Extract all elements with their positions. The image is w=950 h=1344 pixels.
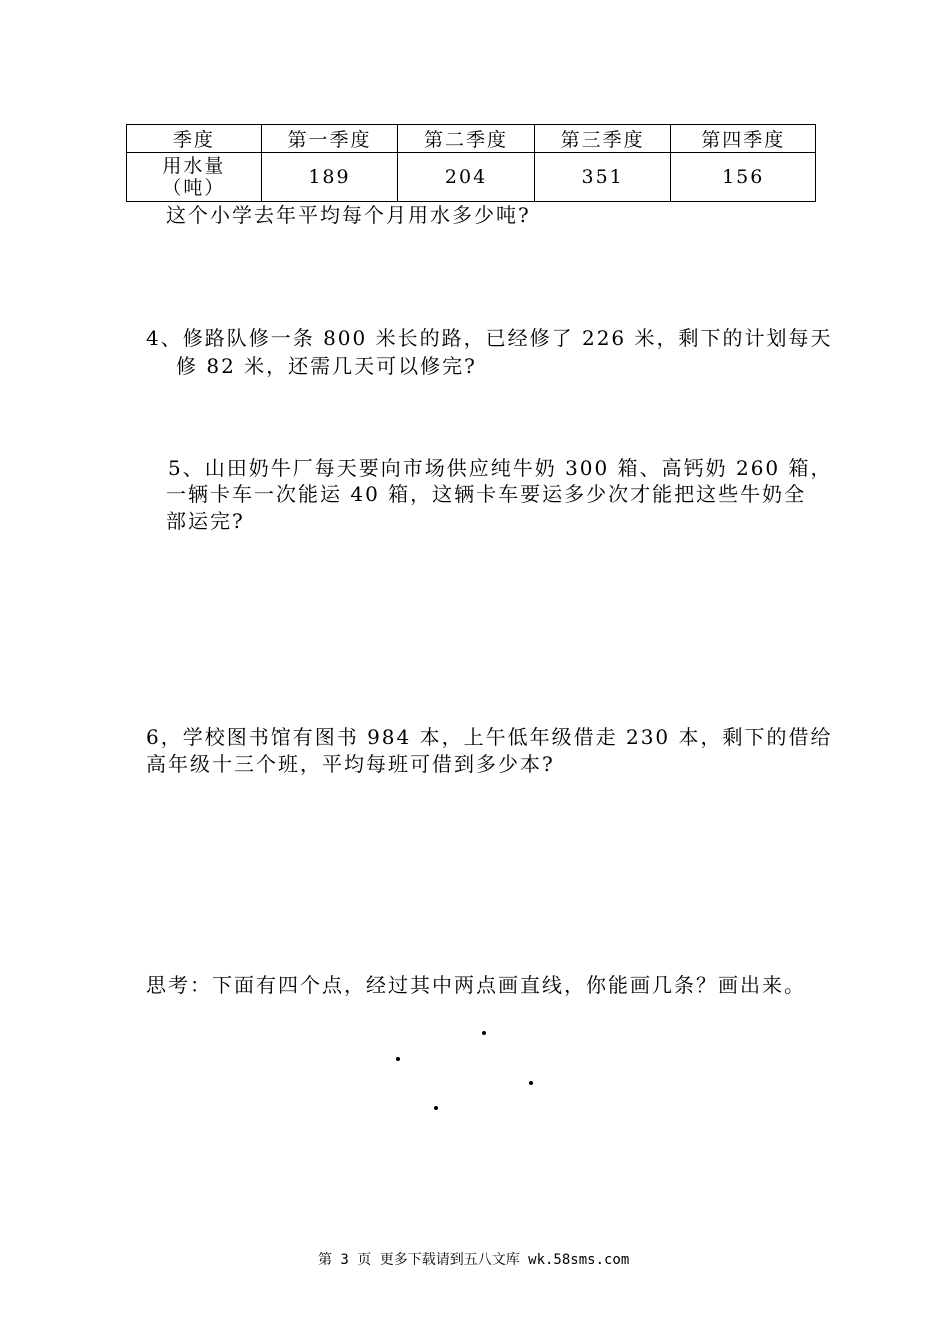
table-row [127, 153, 816, 202]
table-cell: 204 [398, 153, 535, 202]
thinking-question: 思考：下面有四个点，经过其中两点画直线，你能画几条？画出来。 [146, 973, 806, 997]
q4-line1: 4、修路队修一条 800 米长的路，已经修了 226 米，剩下的计划每天 [146, 326, 833, 350]
table-header-cell: 第三季度 [534, 125, 671, 153]
point-dot [529, 1081, 533, 1085]
q6-line1: 6，学校图书馆有图书 984 本，上午低年级借走 230 本，剩下的借给 [146, 725, 833, 749]
q3-question: 这个小学去年平均每个月用水多少吨? [166, 203, 531, 227]
row-label-line2: （吨） [162, 177, 226, 199]
table-header-cell: 第二季度 [398, 125, 535, 153]
point-dot [482, 1031, 486, 1035]
q5-line1: 5、山田奶牛厂每天要向市场供应纯牛奶 300 箱、高钙奶 260 箱， [168, 456, 833, 480]
q5-line3: 部运完? [166, 509, 245, 533]
point-dot [396, 1057, 400, 1061]
table-cell: 156 [671, 153, 816, 202]
q6-line2: 高年级十三个班，平均每班可借到多少本? [146, 752, 555, 776]
page-footer: 第 3 页 更多下载请到五八文库 wk.58sms.com [318, 1252, 630, 1268]
table-row-label [127, 153, 262, 202]
table-header-row [127, 125, 816, 153]
water-usage-table [126, 124, 816, 202]
row-label-line1: 用水量 [162, 155, 226, 177]
table-header-cell: 季度 [127, 125, 262, 153]
table-header-cell: 第一季度 [261, 125, 398, 153]
table-header-cell: 第四季度 [671, 125, 816, 153]
point-dot [434, 1106, 438, 1110]
table-cell: 351 [534, 153, 671, 202]
table-cell: 189 [261, 153, 398, 202]
q5-line2: 一辆卡车一次能运 40 箱，这辆卡车要运多少次才能把这些牛奶全 [166, 482, 807, 506]
q4-line2: 修 82 米，还需几天可以修完? [176, 354, 477, 378]
